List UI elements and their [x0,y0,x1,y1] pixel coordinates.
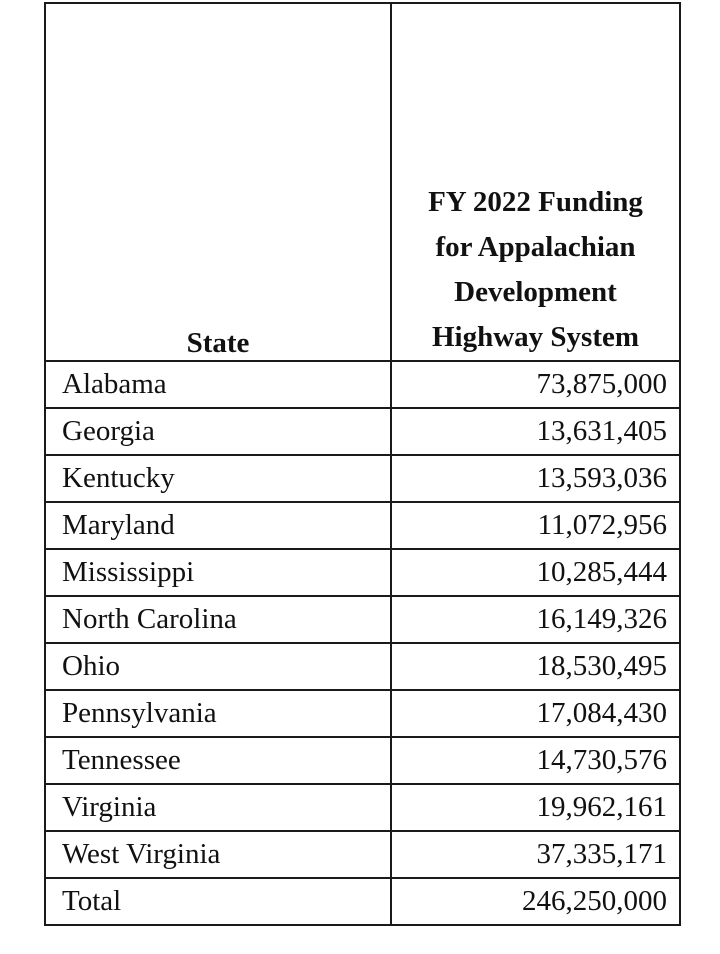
state-cell: Kentucky [45,455,391,502]
table-row [45,455,680,502]
header-funding-line: FY 2022 Funding [428,186,643,218]
funding-table [44,2,681,926]
header-funding [391,3,680,361]
total-value: 246,250,000 [391,878,680,925]
header-state: State [45,3,391,361]
header-funding-line: Highway System [431,321,640,353]
table-row [45,690,680,737]
funding-cell: 18,530,495 [391,643,680,690]
table-row [45,408,680,455]
table-row [45,784,680,831]
state-cell: Maryland [45,502,391,549]
table-row [45,596,680,643]
table-row [45,737,680,784]
state-cell: Virginia [45,784,391,831]
state-cell: Pennsylvania [45,690,391,737]
state-cell: Alabama [45,361,391,408]
total-row [45,878,680,925]
header-funding-line: for Appalachian [435,231,636,263]
state-cell: Ohio [45,643,391,690]
funding-cell: 37,335,171 [391,831,680,878]
state-cell: Mississippi [45,549,391,596]
header-row [45,3,680,361]
state-cell: Georgia [45,408,391,455]
funding-cell: 13,593,036 [391,455,680,502]
table-row [45,502,680,549]
funding-cell: 19,962,161 [391,784,680,831]
total-label: Total [45,878,391,925]
table-row [45,831,680,878]
table-row [45,361,680,408]
state-cell: North Carolina [45,596,391,643]
state-cell: West Virginia [45,831,391,878]
funding-cell: 73,875,000 [391,361,680,408]
funding-cell: 13,631,405 [391,408,680,455]
state-cell: Tennessee [45,737,391,784]
funding-cell: 16,149,326 [391,596,680,643]
header-funding-line: Development [454,276,617,308]
funding-cell: 14,730,576 [391,737,680,784]
funding-cell: 17,084,430 [391,690,680,737]
table-row [45,549,680,596]
table-row [45,643,680,690]
funding-cell: 10,285,444 [391,549,680,596]
funding-cell: 11,072,956 [391,502,680,549]
